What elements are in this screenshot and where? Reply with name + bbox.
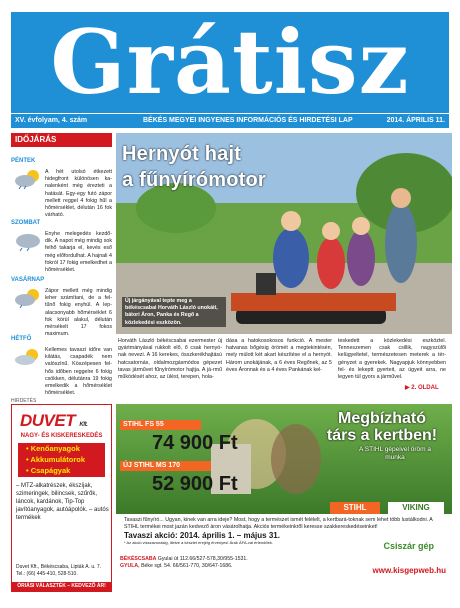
stihl-ad[interactable] xyxy=(116,404,452,592)
paper-tagline: BÉKÉS MEGYEI INGYENES INFORMÁCIÓS ÉS HIRDETÉSI LAP xyxy=(143,117,353,124)
weather-day-text: A hét utolsó étkezett hidegfront különösen ka-nalenként még érezteti a hatását. Egy-egy futó zápor mellett reggel 4 fokig hűl a hőmérséklet, délután 16 fok várható. xyxy=(45,169,112,219)
duvet-slogan: ÓRIÁSI VÁLASZTÉK – KEDVEZŐ ÁR! xyxy=(12,582,111,591)
duvet-product-box xyxy=(18,443,105,477)
issue-number: XV. évfolyam, 4. szám xyxy=(15,117,88,124)
article-column-2: dása a hatokosokosos funkció. A mester hatvanas bőgésig örömét a megtekintésén, mely múlott két akart készítése el a hernyót. Három unokájának, a 6 éves Regőnek, az 5 éves Áronnak és a 4 éves Pankának kel- xyxy=(226,338,332,373)
lead-headline-line2: a fűnyírómotor xyxy=(122,169,266,191)
stihl-action-dates: Tavaszi akció: 2014. április 1. – május 31. xyxy=(124,531,280,540)
stihl-info: Tavaszi fűnyíró... Ugyan, kinek van arra ideje? Most, hogy a természet ismét felélelt, a kertbará-toknak sem lehet több lustálkodni. A STIHL termékei most jazán kedvező áron vásárolhatja. Akciós termékeinkről keresse szakkereskedéseinket! Tavaszi akció: 2014. április 1. – május 31. * Az akció visszavonásig, illetve a készlet erejéig érvényes! Árak ÁFA-val értendőek. xyxy=(124,517,444,546)
newspaper-title: Grátisz xyxy=(50,12,410,113)
duvet-product: • Csapágyak xyxy=(26,466,71,475)
weather-day-name: PÉNTEK xyxy=(11,158,36,164)
duvet-address: Duvet Kft., Békéscsaba, Lipták A. u. 7. Tel.: (66) 445-410, 528-510. xyxy=(16,564,102,577)
weather-day xyxy=(11,157,112,219)
weather-column xyxy=(11,133,112,397)
cloudy-rain-icon xyxy=(13,231,43,251)
ads-label: HIRDETÉS xyxy=(11,398,37,404)
weather-day xyxy=(11,335,112,397)
duvet-product-list: – MTZ-alkatrészek, ékszíjak, szimeringek, bilincsek, szűrők, láncok, kardánok, Tip-Top javítóanyagok, autóápolók. – autós termékek xyxy=(16,483,109,521)
partly-sunny-icon xyxy=(13,347,43,367)
model-2-price: 52 900 Ft xyxy=(152,473,238,495)
photo-caption: Új járgányával tepte meg a békéscsabai Horváth László unokáit, bátori Áron, Panka és Regő a közlekedési eszközön. xyxy=(122,297,226,327)
partly-cloudy-rain-icon xyxy=(13,169,43,189)
model-2-label: ÚJ STIHL MS 170 xyxy=(120,461,211,471)
weather-day-text: Enyhe melegedés kezdő-dik. A napot még mindig sok felhő takarja el, kevés eső még előfordulhat. A hajnali 4 fokról 17 fokig emelkedhet a hőmérséklet. xyxy=(45,231,112,274)
masthead xyxy=(11,12,449,113)
duvet-product: • Kenőanyagok xyxy=(26,444,80,453)
weather-day-name: VASÁRNAP xyxy=(11,277,45,283)
model-1-price: 74 900 Ft xyxy=(152,432,238,454)
stihl-shop-addresses: BÉKÉSCSABA Gyulai út 112.66/527-578,30/955-1531. GYULA, Béke sgt. 54. 66/561-770, 30/647-1686. xyxy=(120,556,248,569)
weather-day-name: SZOMBAT xyxy=(11,220,41,226)
duvet-ad[interactable] xyxy=(11,404,112,592)
stihl-logo: STIHL xyxy=(330,502,380,514)
partly-cloudy-rain-icon xyxy=(13,288,43,308)
weather-header: IDŐJÁRÁS xyxy=(11,133,112,147)
weather-day-text: Kellemes tavaszi időre van kilátás, csapadék nem valószínű. Köszépesen fel-hős időben reggelre 6 fokig csökken, délutánra 19 fokig emelkedik a hőmérséklet hőmérséklet. xyxy=(45,347,112,397)
stihl-headline: Megbízható társ a kertben! xyxy=(326,410,438,444)
weather-day xyxy=(11,219,112,274)
stihl-website-link[interactable]: www.kisgepweb.hu xyxy=(372,566,446,575)
continued-on-page-link[interactable]: ▶ 2. OLDAL xyxy=(405,385,439,391)
duvet-subtitle: NAGY- ÉS KISKERESKEDÉS xyxy=(20,433,103,439)
info-bar xyxy=(11,114,449,128)
viking-logo: VIKING xyxy=(388,502,444,514)
duvet-logo: DUVET Kft. xyxy=(20,411,88,430)
article-column-3: teskedett a közlekedési eszköztel. Tenneszemen csak csillik, nagyszülői kelügyeltetel, természetesen meterek a tér-gényzet a gyerekek. Nagyapjuk könnyebben fel- és lekeptt gyerteit, az ügyeit arra, ne legyen túl gyors a járművel. xyxy=(338,338,446,381)
weather-day xyxy=(11,276,112,338)
stihl-tagline: A STIHL gépeivel öröm a munka xyxy=(358,446,432,461)
weather-day-text: Zápor mellett még mindig leher számítani, de a fel-tűnő fokig enyhül. A lep-alacsonyabb hőmérséklet 6 fok körül alakul, délután mérsékelt 17 fokos maximum. xyxy=(45,288,112,338)
model-1-label: STIHL FS 55 xyxy=(120,420,201,430)
article-column-1: Horváth László békéscsabai ezermester új gyártmányával rukkolt elő, ő csak hernyó-nak nevezi. A 16 kerekes, összkerékhajtású hatcsatornás, oldalmozgásmódos gépezet tavas járművet fűnyírómotor hajtja. A já-rmű működését ahoz, az ülést, terepen, hola- xyxy=(118,338,222,381)
csiszar-gep-logo: Csiszár gép xyxy=(383,541,434,551)
stihl-fine-print: * Az akció visszavonásig, illetve a készlet erejéig érvényes! Árak ÁFA-val értendőek. xyxy=(124,540,273,545)
weather-day-name: HÉTFŐ xyxy=(11,336,32,342)
duvet-product: • Akkumulátorok xyxy=(26,455,86,464)
lead-headline-line1: Hernyót hajt xyxy=(122,143,242,165)
issue-date: 2014. ÁPRILIS 11. xyxy=(386,117,445,124)
